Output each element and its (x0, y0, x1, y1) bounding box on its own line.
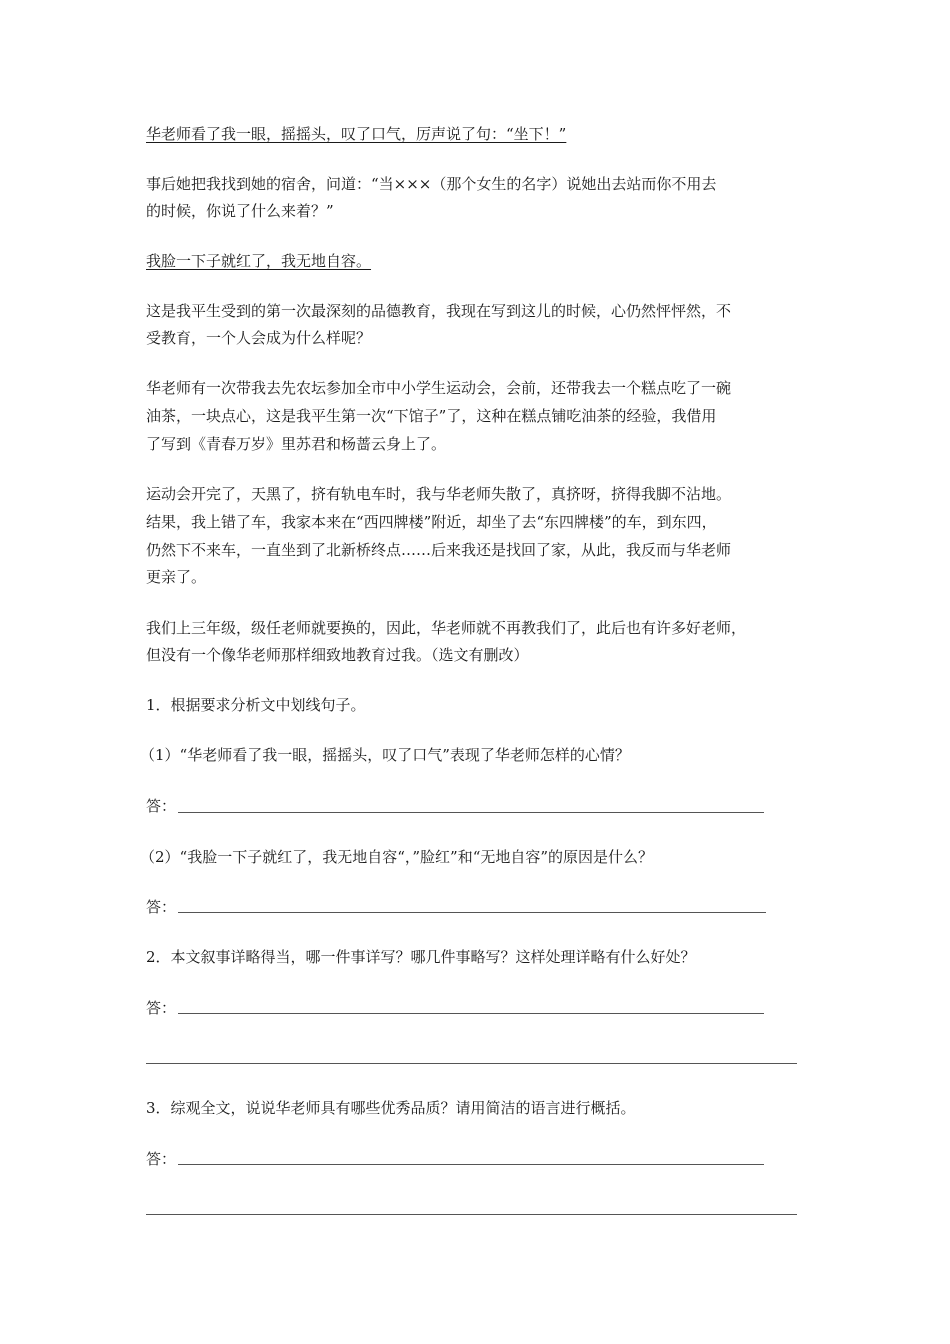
question-1-1: （1）“华老师看了我一眼，摇摇头，叹了口气”表现了华老师怎样的心情？ (140, 746, 630, 764)
answer-line[interactable] (178, 1164, 764, 1165)
answer-line[interactable] (146, 1214, 797, 1215)
paragraph-2-line-2: 的时候，你说了什么来着？” (146, 202, 334, 220)
answer-label: 答： (146, 999, 177, 1017)
question-3: 3．综观全文，说说华老师具有哪些优秀品质？请用简洁的语言进行概括。 (146, 1099, 636, 1117)
answer-line[interactable] (178, 1013, 764, 1014)
underlined-sentence-1: 华老师看了我一眼，摇摇头，叹了口气，厉声说了句：“坐下！” (146, 125, 567, 143)
paragraph-6-line-3: 仍然下不来车，一直坐到了北新桥终点……后来我还是找回了家，从此，我反而与华老师 (146, 541, 732, 559)
answer-line[interactable] (178, 912, 766, 913)
paragraph-7-line-1: 我们上三年级，级任老师就要换的，因此，华老师就不再教我们了，此后也有许多好老师， (146, 619, 747, 637)
answer-label: 答： (146, 1150, 177, 1168)
answer-line[interactable] (146, 1063, 797, 1064)
answer-label: 答： (146, 898, 177, 916)
answer-label: 答： (146, 797, 177, 815)
paragraph-6-line-1: 运动会开完了，天黑了，挤有轨电车时，我与华老师失散了，真挤呀，挤得我脚不沾地。 (146, 485, 732, 503)
paragraph-7-line-2: 但没有一个像华老师那样细致地教育过我。（选文有删改） (146, 646, 529, 664)
underlined-sentence-2: 我脸一下子就红了，我无地自容。 (146, 252, 372, 270)
question-2: 2．本文叙事详略得当，哪一件事详写？哪几件事略写？这样处理详略有什么好处？ (146, 948, 696, 966)
question-1-2: （2）“我脸一下子就红了，我无地自容“，”脸红”和“无地自容”的原因是什么？ (140, 848, 654, 866)
paragraph-6-line-4: 更亲了。 (146, 568, 207, 586)
paragraph-2-line-1: 事后她把我找到她的宿舍，问道：“当×××（那个女生的名字）说她出去站而你不用去 (146, 175, 717, 193)
answer-line[interactable] (178, 812, 764, 813)
paragraph-4-line-1: 这是我平生受到的第一次最深刻的品德教育，我现在写到这儿的时候，心仍然怦怦然，不 (146, 302, 732, 320)
paragraph-5-line-2: 油茶，一块点心，这是我平生第一次“下馆子”了，这种在糕点铺吃油茶的经验，我借用 (146, 407, 717, 425)
paragraph-5-line-3: 了写到《青春万岁》里苏君和杨蔷云身上了。 (146, 435, 447, 453)
paragraph-6-line-2: 结果，我上错了车，我家本来在“西四牌楼”附近，却坐了去“东四牌楼”的车，到东四， (146, 513, 717, 531)
paragraph-4-line-2: 受教育，一个人会成为什么样呢？ (146, 329, 372, 347)
paragraph-5-line-1: 华老师有一次带我去先农坛参加全市中小学生运动会，会前，还带我去一个糕点吃了一碗 (146, 379, 732, 397)
question-1: 1．根据要求分析文中划线句子。 (146, 696, 366, 714)
